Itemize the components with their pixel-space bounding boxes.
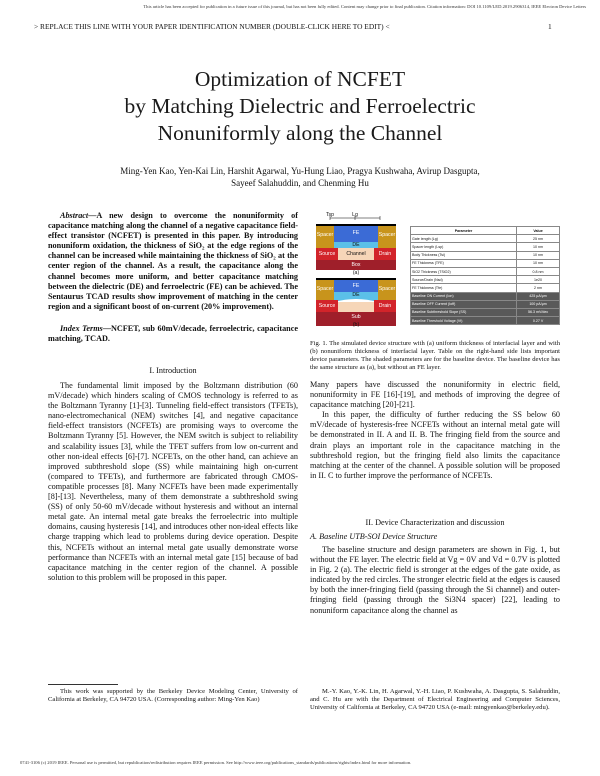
label-fe-a: FE	[352, 230, 360, 236]
index-terms-text: —NCFET, sub 60mV/decade, ferroelectric, capacitance matching, TCAD.	[48, 324, 298, 344]
index-terms-label: Index Terms	[60, 324, 103, 333]
table-cell-parameter: Baseline Threshold Voltage (Vt)	[411, 317, 517, 325]
affiliation-footnote: M.-Y. Kao, Y.-K. Lin, H. Agarwal, Y.-H. Liao, P. Kushwaha, A. Dasgupta, S. Salahuddin, and C. Hu are with the Department of Electrical Engineering and Computer Sciences, University of California at Berkeley, CA 94720 USA (e-mail: mingyenkao@berkeley.edu).	[310, 688, 560, 712]
table-cell-value: 10 nm	[517, 251, 560, 259]
table-cell-parameter: Spacer length (Lsp)	[411, 243, 517, 251]
table-cell-parameter: Baseline ON Current (Ion)	[411, 292, 517, 300]
section-heading-device-characterization: II. Device Characterization and discussion	[365, 518, 505, 527]
table-row	[411, 284, 560, 292]
authors-line2: Sayeef Salahuddin, and Chenming Hu	[231, 178, 369, 188]
baseline-paragraph: The baseline structure and design parameters are shown in Fig. 1, but without the FE layer. The electric field at Vg = 0V and Vd = 0.7V is plotted in Fig. 2 (a). The electric field is stronger at the edges of the gate oxide, as indicated by the red circles. The stronger electric field at the edges is caused by both the inner-fringing field (passing through the Si channel) and outer-fringing field (passing through the Si3N4 spacer) [22], leading to nonuniform capacitance along the channel as	[310, 545, 560, 615]
table-cell-value: 0.27 V	[517, 317, 560, 325]
paper-title-line2: by Matching Dielectric and Ferroelectric	[124, 94, 476, 118]
label-drain-a: Drain	[378, 251, 392, 257]
table-cell-value: 25 nm	[517, 235, 560, 243]
table-cell-parameter: Body Thickness (Tsi)	[411, 251, 517, 259]
table-header-parameter: Parameter	[411, 227, 517, 235]
label-sub-b: Sub	[351, 314, 361, 320]
right-column-body	[310, 380, 560, 481]
table-cell-value: 0.8 nm	[517, 267, 560, 275]
table-row	[411, 276, 560, 284]
table-cell-value: 100 pA/μm	[517, 300, 560, 308]
figure-1	[310, 212, 560, 330]
table-cell-parameter: Baseline Subthreshold Slope (SS)	[411, 308, 517, 316]
label-de-a: DE	[352, 242, 360, 248]
device-parameter-table	[410, 226, 560, 325]
label-box-a: Box	[351, 262, 361, 268]
label-channel-a: Channel	[346, 251, 366, 257]
introduction-paragraph: The fundamental limit imposed by the Boltzmann distribution (60 mV/decade) which hinders scaling of CMOS technology is referred to as the Boltzmann Tyranny [1]-[3]. Tunneling field-effect transistors (TFETs), nano-electromechanical (NEM) switches [4], and negative capacitance field-effect transistors (NCFETs) are promising ways to overcome the Boltzmann Tyranny [5]. However, the NEM switch is subject to reliability and scalability issues [3], while the TFET suffers from low on-current and other non-ideal effects [6]-[7]. NCFETs, on the other hand, can achieve an improved subthreshold slope (SS) while maintaining high on-current (compared to TFETs), and furthermore are fabricated through CMOS-compatible processes [8]. Many NCFETs have been made experimentally [8]-[13]. Nevertheless, many of them demonstrate a subthreshold swing (SS) of only 50-60 mV/decade without hysteresis and without an internal metal gate. An internal metal gate breaks the ferroelectric into multiple domains, causing hysteresis [14], and introduces other non-ideal effects like charge trapping which lead to problems during device operation. Despite this, NCFETs without an internal metal gate usually demonstrate worse performance than NCFETs with an internal metal gate [15] because of bad capacitance matching in the center region of the channel. A possible solution to this problem will be proposed in this paper.	[48, 381, 298, 582]
table-row	[411, 292, 560, 300]
label-de-b: DE	[352, 292, 360, 298]
subsection-heading-baseline: A. Baseline UTB-SOI Device Structure	[310, 532, 438, 541]
copyright-notice: 0741-3106 (c) 2019 IEEE. Personal use is permitted, but republication/redistribution requires IEEE permission. See http://www.ieee.org/publications_standards/publications/rights/index.html for more information.	[20, 760, 412, 765]
paper-title-line3: Nonuniformly along the Channel	[157, 121, 443, 145]
paper-id-line: > REPLACE THIS LINE WITH YOUR PAPER IDENTIFICATION NUMBER (DOUBLE-CLICK HERE TO EDIT) <	[34, 22, 390, 31]
table-cell-parameter: Gate length (Lg)	[411, 235, 517, 243]
table-row	[411, 317, 560, 325]
table-row	[411, 235, 560, 243]
introduction-body	[48, 381, 298, 583]
table-row	[411, 267, 560, 275]
table-header-value: Value	[517, 227, 560, 235]
table-cell-value: 56.3 mV/dec	[517, 308, 560, 316]
label-source-a: Source	[318, 251, 336, 257]
index-terms	[48, 324, 298, 344]
funding-footnote: This work was supported by the Berkeley Device Modeling Center, University of California at Berkeley, CA 94720 USA. (Corresponding author: Ming-Yen Kao)	[48, 688, 298, 704]
table-cell-value: 1e20	[517, 276, 560, 284]
table-cell-value: 2 nm	[517, 284, 560, 292]
figure-1-caption: Fig. 1. The simulated device structure with (a) uniform thickness of interfacial layer and with (b) nonuniform thickness of interfacial layer. Table on the right-hand side lists important device parameters. The shaded parameters are for the baseline device. The baseline device has the same structure as (a), but without an FE layer.	[310, 340, 560, 372]
footnote-rule	[48, 684, 118, 685]
paper-title-line1: Optimization of NCFET	[194, 67, 406, 91]
table-row	[411, 251, 560, 259]
label-tsp: Tsp	[325, 212, 335, 218]
table-row	[411, 259, 560, 267]
abstract	[48, 211, 298, 312]
table-cell-parameter: FE Thickness (Tfe)	[411, 284, 517, 292]
baseline-body	[310, 545, 560, 616]
table-cell-value: 10 nm	[517, 259, 560, 267]
page-number: 1	[548, 22, 552, 31]
table-row	[411, 300, 560, 308]
label-fe-b: FE	[352, 283, 360, 289]
right-paragraph-2: In this paper, the difficulty of further reducing the SS below 60 mV/decade of hysteresis-free NCFETs without an internal metal gate will be demonstrated in II. A and II. B. The fringing field from the source and drain plays an important role in the capacitance matching in the subthreshold region, but the fringing field also limits the capacitance matching at the center of the channel. A possible solution will be proposed in II. C to further improve the performance of NCFETs.	[310, 410, 560, 480]
table-row	[411, 308, 560, 316]
label-spacer-a-left: Spacer	[316, 232, 334, 238]
label-spacer-a-right: Spacer	[378, 232, 396, 238]
abstract-label: Abstract	[60, 211, 89, 220]
label-panel-a: (a)	[352, 270, 360, 276]
label-lg: Lg	[352, 212, 358, 218]
publication-notice: This article has been accepted for publication in a future issue of this journal, but has not been fully edited. Content may change prior to final publication. Citation information: DOI 10.1109/LED.2019.2906314, IEEE Electron Device Letters	[143, 4, 586, 9]
authors-line1: Ming-Yen Kao, Yen-Kai Lin, Harshit Agarwal, Yu-Hung Liao, Pragya Kushwaha, Avirup Dasgupta,	[120, 166, 480, 176]
label-spacer-b-right: Spacer	[378, 286, 396, 292]
table-cell-value: 10 nm	[517, 243, 560, 251]
label-source-b: Source	[318, 303, 336, 309]
section-heading-introduction: I. Introduction	[149, 366, 197, 375]
table-cell-value: 425 μA/μm	[517, 292, 560, 300]
label-spacer-b-left: Spacer	[316, 286, 334, 292]
label-drain-b: Drain	[378, 303, 392, 309]
table-cell-parameter: FE Thickness (TFE)	[411, 259, 517, 267]
table-cell-parameter: SiO2 Thickness (TSiO2)	[411, 267, 517, 275]
label-panel-b: (b)	[352, 322, 360, 328]
right-intro-paragraph: Many papers have discussed the nonuniformity in electric field, nonuniformity in FE [16]-[19], and methods of improving the degree of capacitance matching [20]-[21].	[310, 380, 560, 410]
table-row	[411, 243, 560, 251]
table-cell-parameter: Source/Drain (Nsd)	[411, 276, 517, 284]
table-cell-parameter: Baseline OFF Current (Ioff)	[411, 300, 517, 308]
abstract-text: —A new design to overcome the nonuniformity of capacitance matching along the channel of a negative capacitance field-effect transistor (NCFET) is presented in this paper. By introducing nonuniform oxidation, the thickness of SiO₂ at the edge regions of the channel can be increased while maintaining the thickness of SiO₂ at the center region of the channel. As a result, the capacitance along the channel becomes more uniform, and better capacitance matching between the dielectric (DE) and ferroelectric (FE) can be achieved. The Sentaurus TCAD results show improvement of matching in the center region and a significant boost of on-current (20% improvement).	[48, 211, 298, 311]
